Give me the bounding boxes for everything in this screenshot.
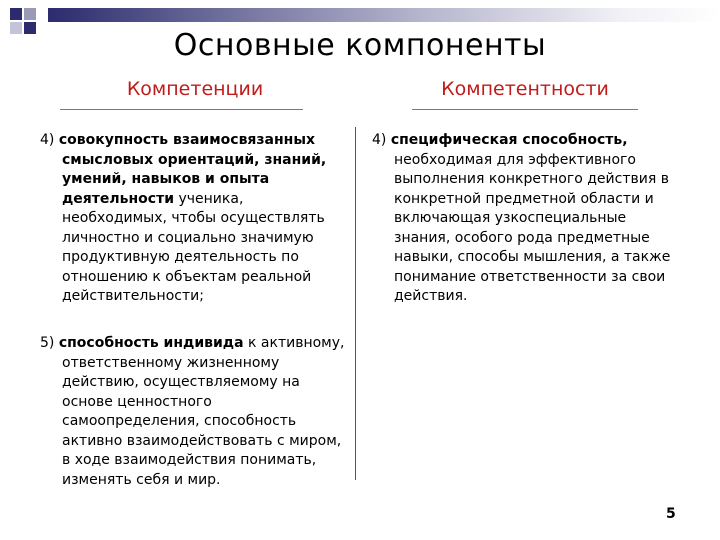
left-column-heading: Компетенции — [126, 78, 264, 100]
item-number: 4) — [40, 132, 59, 148]
item-bold-text: совокупность взаимосвязанных смысловых ориентаций, знаний, умений, навыков и опыта деятельности — [58, 132, 327, 207]
page-number: 5 — [666, 506, 676, 522]
corner-square-dark — [10, 8, 22, 20]
item-text: ученика, необходимых, чтобы осуществлять личностно и социально значимую продуктивную деятельность по отношению к объектам реальной действительности; — [62, 190, 325, 304]
item-text: к активному, ответственному жизненному действию, осуществляемому на основе ценностного самоопределения, способность активно взаимодействовать с миром, в ходе взаимодействия понимать, изменять себя и мир. — [62, 335, 345, 488]
column-divider — [355, 127, 356, 480]
right-item-4 — [372, 131, 672, 307]
item-bold-text: специфическая способность, — [390, 132, 628, 148]
item-bold-text: способность индивида — [58, 335, 244, 351]
header-gradient-bar — [48, 8, 720, 22]
right-heading-rule — [412, 109, 638, 110]
left-item-4 — [40, 131, 340, 307]
item-number: 4) — [372, 132, 391, 148]
item-text: необходимая для эффективного выполнения конкретного действия в конкретной предметной области и включающая узкоспециальные знания, особого рода предметные навыки, способы мышления, а также понимание ответственности за свои действия. — [394, 151, 671, 304]
right-column-heading: Компетентности — [441, 78, 609, 100]
item-number: 5) — [40, 335, 59, 351]
left-heading-rule — [60, 109, 303, 110]
left-item-5 — [40, 334, 352, 490]
slide-title: Основные компоненты — [173, 28, 547, 63]
corner-square-light — [24, 8, 36, 20]
